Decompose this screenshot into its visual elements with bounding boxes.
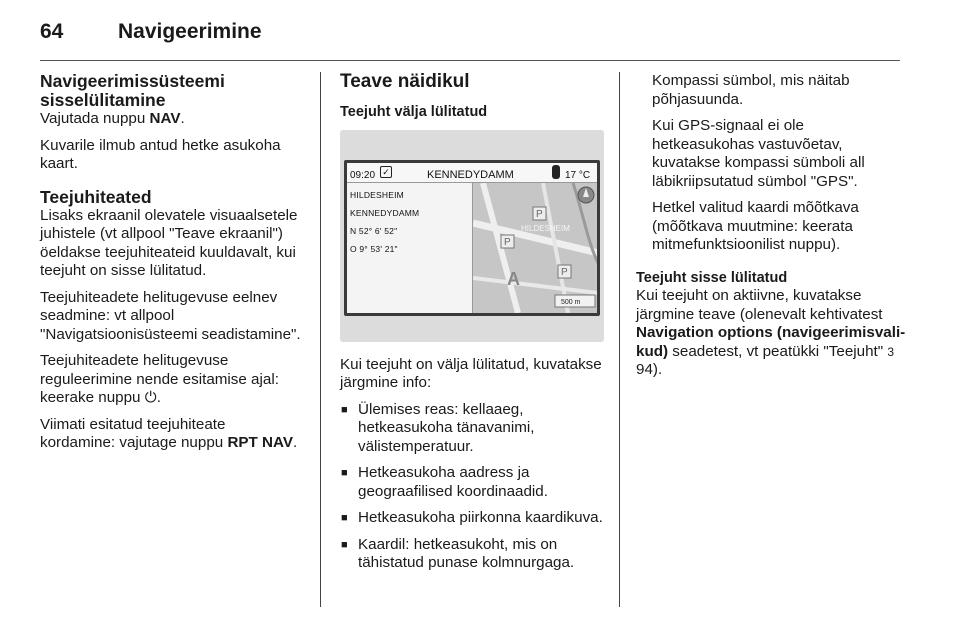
- clock-icon: ✓: [380, 166, 392, 178]
- current-street: KENNEDYDAMM: [427, 168, 514, 181]
- svg-text:P: P: [561, 266, 568, 278]
- power-knob-icon: ⏻: [144, 389, 157, 406]
- list-item: ■ Hetkeasukoha piirkonna kaardikuva.: [340, 509, 608, 528]
- column-divider-1: [320, 72, 321, 607]
- paragraph-compass: Kompassi sümbol, mis näitab põhjasuunda.: [652, 72, 850, 108]
- list-item: ■ Ülemises reas: kellaaeg, hetkeasukoha tänavanimi, välistemperatuur.: [340, 401, 608, 457]
- map-scale: 500 m: [561, 298, 581, 306]
- subheading-guidance-on: Teejuht sisse lülitatud: [636, 269, 788, 286]
- svg-text:P: P: [536, 208, 543, 220]
- paragraph-gps: Kui GPS-signaal ei ole hetkeasukohas vastuvõetav, kuvatakse kompassi sümboli all läbikriipsutatud sümbol "GPS".: [652, 117, 865, 190]
- clock-time: 09:20: [350, 169, 376, 181]
- header-rule: [40, 60, 900, 61]
- paragraph-volume-preset: Teejuhiteadete helitugevuse eelnev seadmine: vt allpool "Navigatsioonisüsteemi seadistamine".: [40, 288, 301, 343]
- list-item: ■ Hetkeasukoha aadress ja geograafilised koordinaadid.: [340, 464, 608, 501]
- paragraph-scale: Hetkel valitud kaardi mõõtkava (mõõtkava muutmine: keerata mitmefunktsioonilist nuppu).: [652, 199, 859, 253]
- latitude: N 52° 6' 52": [350, 225, 398, 236]
- longitude: O 9° 53' 21": [350, 243, 398, 254]
- paragraph-volume-adjust: Teejuhiteadete helitugevuse reguleerimine nende esitamise ajal: keerake nuppu ⏻.: [40, 352, 279, 406]
- section-heading-display-info: Teave näidikul: [340, 71, 470, 92]
- nav-button-ref: NAV: [149, 110, 181, 127]
- column-2: [340, 72, 608, 581]
- map-city-label: HILDESHEIM: [521, 223, 570, 233]
- subheading-guidance-off: Teejuht välja lülitatud: [340, 104, 488, 120]
- navigation-options-ref: Navigation options (navigeerimisvali-kud): [636, 324, 906, 360]
- list-item: ■ Kaardil: hetkeasukoht, mis on tähistatud punase kolmnurgaga.: [340, 536, 608, 573]
- page-number: 64: [40, 20, 64, 43]
- location-info: [350, 189, 419, 261]
- page-ref-arrow-icon: 3: [887, 344, 895, 359]
- paragraph-guidance-on: Kui teejuht on aktiivne, kuvatakse järgmine teave (olenevalt kehtivatest Navigation options (navigeerimisvali-kud) seadetest, vt peatükki "Teejuht" 3 94).: [636, 287, 906, 378]
- paragraph-guidance-off-intro: Kui teejuht on välja lülitatud, kuvatakse järgmine info:: [340, 355, 602, 391]
- city-name: HILDESHEIM: [350, 189, 404, 200]
- section-heading-system-on: Navigeerimissüsteemi sisselülitamine: [40, 71, 225, 110]
- chapter-title: Navigeerimine: [118, 20, 262, 43]
- column-divider-2: [619, 72, 620, 607]
- map-view: [472, 183, 597, 313]
- info-bullet-list: [340, 401, 608, 573]
- screen-top-bar: [347, 163, 597, 183]
- svg-text:P: P: [504, 236, 511, 248]
- map-graphic: [473, 183, 597, 313]
- column-1: [40, 72, 302, 461]
- outside-temperature: 17 °C: [565, 169, 591, 181]
- display-screen: [347, 163, 597, 313]
- section-heading-guidance-messages: Teejuhiteated: [40, 186, 152, 207]
- navigation-screen-image: [340, 130, 604, 342]
- paragraph-press-nav: Vajutada nuppu NAV.: [40, 110, 185, 127]
- position-marker-icon: A: [507, 268, 520, 289]
- street-name: KENNEDYDAMM: [350, 207, 420, 218]
- paragraph-guidance-intro: Lisaks ekraanil olevatele visuaalsetele juhistele (vt allpool "Teave ekraanil") öeldakse teejuhiteateid kuuldavalt, kui teejuht on sisse lülitatud.: [40, 206, 298, 279]
- paragraph-repeat-message: Viimati esitatud teejuhiteate kordamine: vajutage nuppu RPT NAV.: [40, 415, 298, 451]
- paragraph-map-shown: Kuvarile ilmub antud hetke asukoha kaart.: [40, 136, 281, 172]
- column-3: [636, 72, 910, 388]
- thermometer-icon: [552, 165, 560, 179]
- rpt-nav-button-ref: RPT NAV: [227, 434, 293, 451]
